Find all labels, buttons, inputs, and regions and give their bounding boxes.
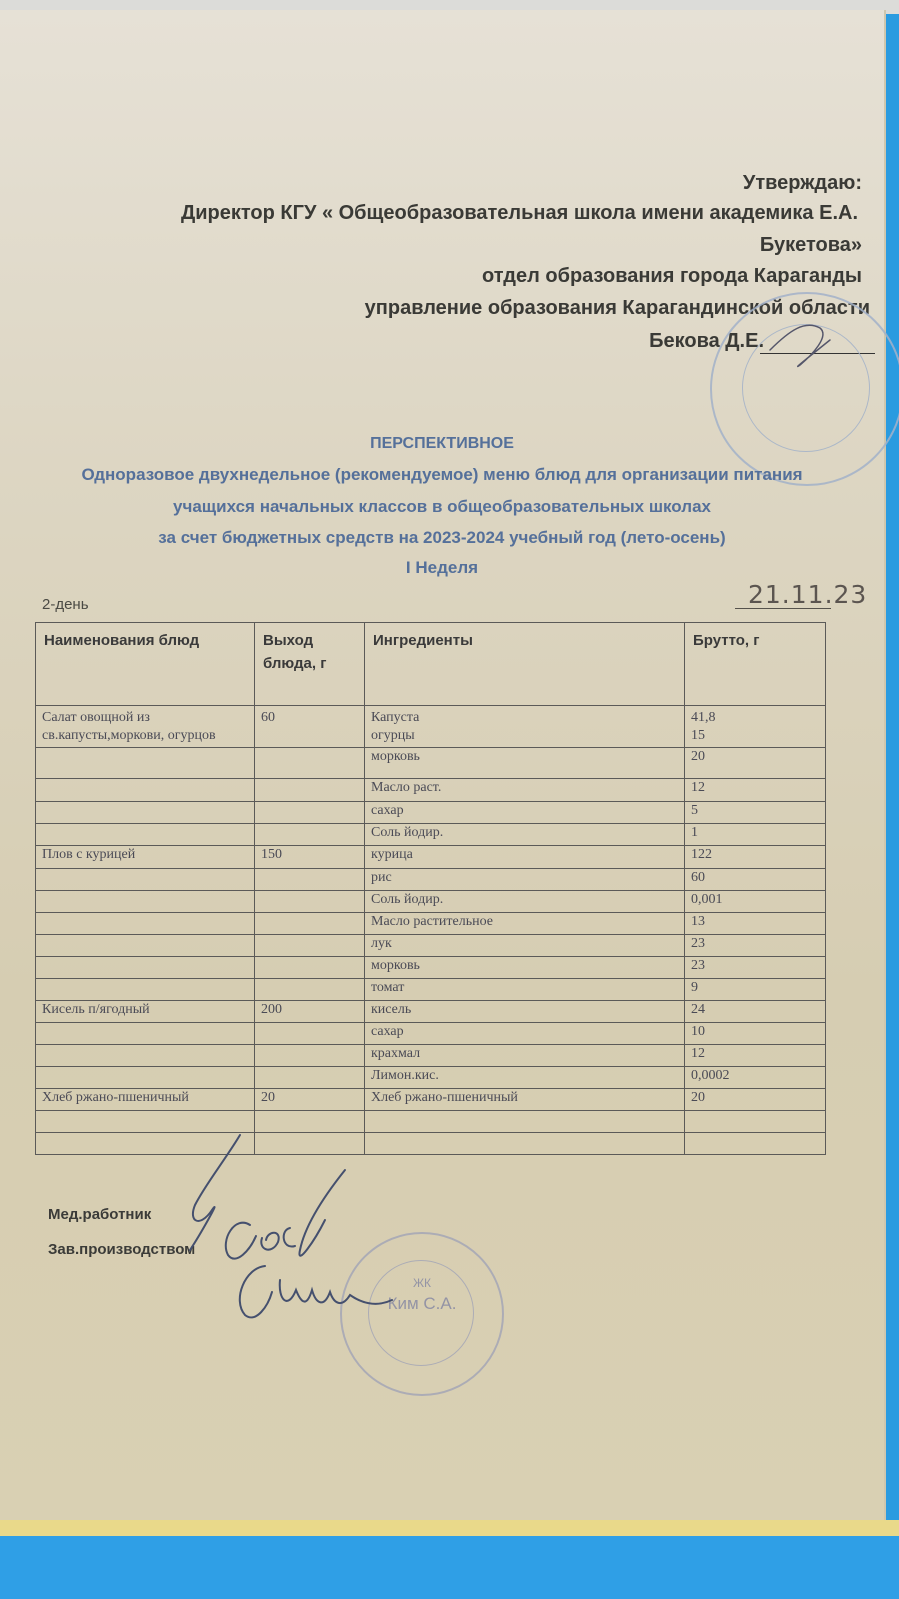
cell-brutto: 13 bbox=[685, 913, 826, 935]
cell-ingredient: курица bbox=[365, 846, 685, 869]
yellow-stripe bbox=[0, 1520, 899, 1536]
cell-ingredient: томат bbox=[365, 979, 685, 1001]
cell-ingredient: Лимон.кис. bbox=[365, 1067, 685, 1089]
cell-brutto: 12 bbox=[685, 779, 826, 802]
title-line-4: за счет бюджетных средств на 2023-2024 учебный год (лето-осень) bbox=[158, 528, 726, 547]
cell-brutto: 41,8 15 bbox=[685, 706, 826, 748]
week-label: I Неделя bbox=[405, 558, 479, 577]
medical-worker-label: Мед.работник bbox=[48, 1206, 152, 1223]
header-brutto: Брутто, г bbox=[685, 623, 826, 706]
cell-brutto: 12 bbox=[685, 1045, 826, 1067]
production-head-label: Зав.производством bbox=[48, 1241, 196, 1258]
cell-output: 60 bbox=[255, 706, 365, 748]
cell-brutto: 20 bbox=[685, 748, 826, 779]
title-line-2: Одноразовое двухнедельное (рекомендуемое) меню блюд для организации питания bbox=[81, 465, 803, 484]
cell-brutto: 10 bbox=[685, 1023, 826, 1045]
cell-brutto: 9 bbox=[685, 979, 826, 1001]
cell-brutto: 1 bbox=[685, 824, 826, 846]
cell-dish: Плов с курицей bbox=[36, 846, 255, 869]
stamp-name: Ким С.А. bbox=[387, 1294, 457, 1313]
cell-dish: Салат овощной из св.капусты,моркови, огурцов bbox=[36, 706, 255, 748]
director-name: Бекова Д.Е. bbox=[649, 330, 764, 352]
cell-brutto: 23 bbox=[685, 957, 826, 979]
administration-line: управление образования Карагандинской области bbox=[364, 297, 870, 319]
stamp-abbreviation: ЖК bbox=[412, 1276, 432, 1290]
day-label: 2-день bbox=[42, 596, 89, 613]
cell-brutto: 5 bbox=[685, 802, 826, 824]
cell-ingredient: сахар bbox=[365, 1023, 685, 1045]
title-perspective: ПЕРСПЕКТИВНОЕ bbox=[370, 435, 514, 452]
header-dish: Наименования блюд bbox=[36, 623, 255, 706]
cell-brutto: 24 bbox=[685, 1001, 826, 1023]
cell-ingredient: Соль йодир. bbox=[365, 824, 685, 846]
cell-ingredient: крахмал bbox=[365, 1045, 685, 1067]
handwritten-date: 21.11.23 bbox=[748, 580, 868, 609]
director-line-2: Букетова» bbox=[759, 234, 862, 256]
cell-ingredient: Хлеб ржано-пшеничный bbox=[365, 1089, 685, 1111]
header-ingredients: Ингредиенты bbox=[365, 623, 685, 706]
cell-brutto: 20 bbox=[685, 1089, 826, 1111]
cell-ingredient: Масло раст. bbox=[365, 779, 685, 802]
cell-ingredient: рис bbox=[365, 869, 685, 891]
cell-brutto: 23 bbox=[685, 935, 826, 957]
cell-output: 200 bbox=[255, 1001, 365, 1023]
director-line: Директор КГУ « Общеобразовательная школа имени академика Е.А. bbox=[180, 202, 858, 224]
cell-ingredient: Капуста огурцы bbox=[365, 706, 685, 748]
cell-dish: Хлеб ржано-пшеничный bbox=[36, 1089, 255, 1111]
cell-ingredient: сахар bbox=[365, 802, 685, 824]
cell-brutto: 0,0002 bbox=[685, 1067, 826, 1089]
cell-ingredient: кисель bbox=[365, 1001, 685, 1023]
cell-ingredient: Масло растительное bbox=[365, 913, 685, 935]
title-line-3: учащихся начальных классов в общеобразовательных школах bbox=[173, 497, 711, 516]
background-bottom bbox=[0, 1536, 899, 1599]
cell-dish: Кисель п/ягодный bbox=[36, 1001, 255, 1023]
document-sheet bbox=[0, 10, 886, 1520]
department-line: отдел образования города Караганды bbox=[482, 265, 862, 287]
cell-brutto: 122 bbox=[685, 846, 826, 869]
approve-label: Утверждаю: bbox=[742, 172, 862, 194]
cell-ingredient: морковь bbox=[365, 748, 685, 779]
header-output: Выход блюда, г bbox=[255, 623, 365, 706]
cell-brutto: 60 bbox=[685, 869, 826, 891]
cell-output: 150 bbox=[255, 846, 365, 869]
cell-ingredient: морковь bbox=[365, 957, 685, 979]
cell-ingredient: Соль йодир. bbox=[365, 891, 685, 913]
cell-output: 20 bbox=[255, 1089, 365, 1111]
handwritten-signatures bbox=[0, 10, 884, 1520]
cell-brutto: 0,001 bbox=[685, 891, 826, 913]
cell-ingredient: лук bbox=[365, 935, 685, 957]
